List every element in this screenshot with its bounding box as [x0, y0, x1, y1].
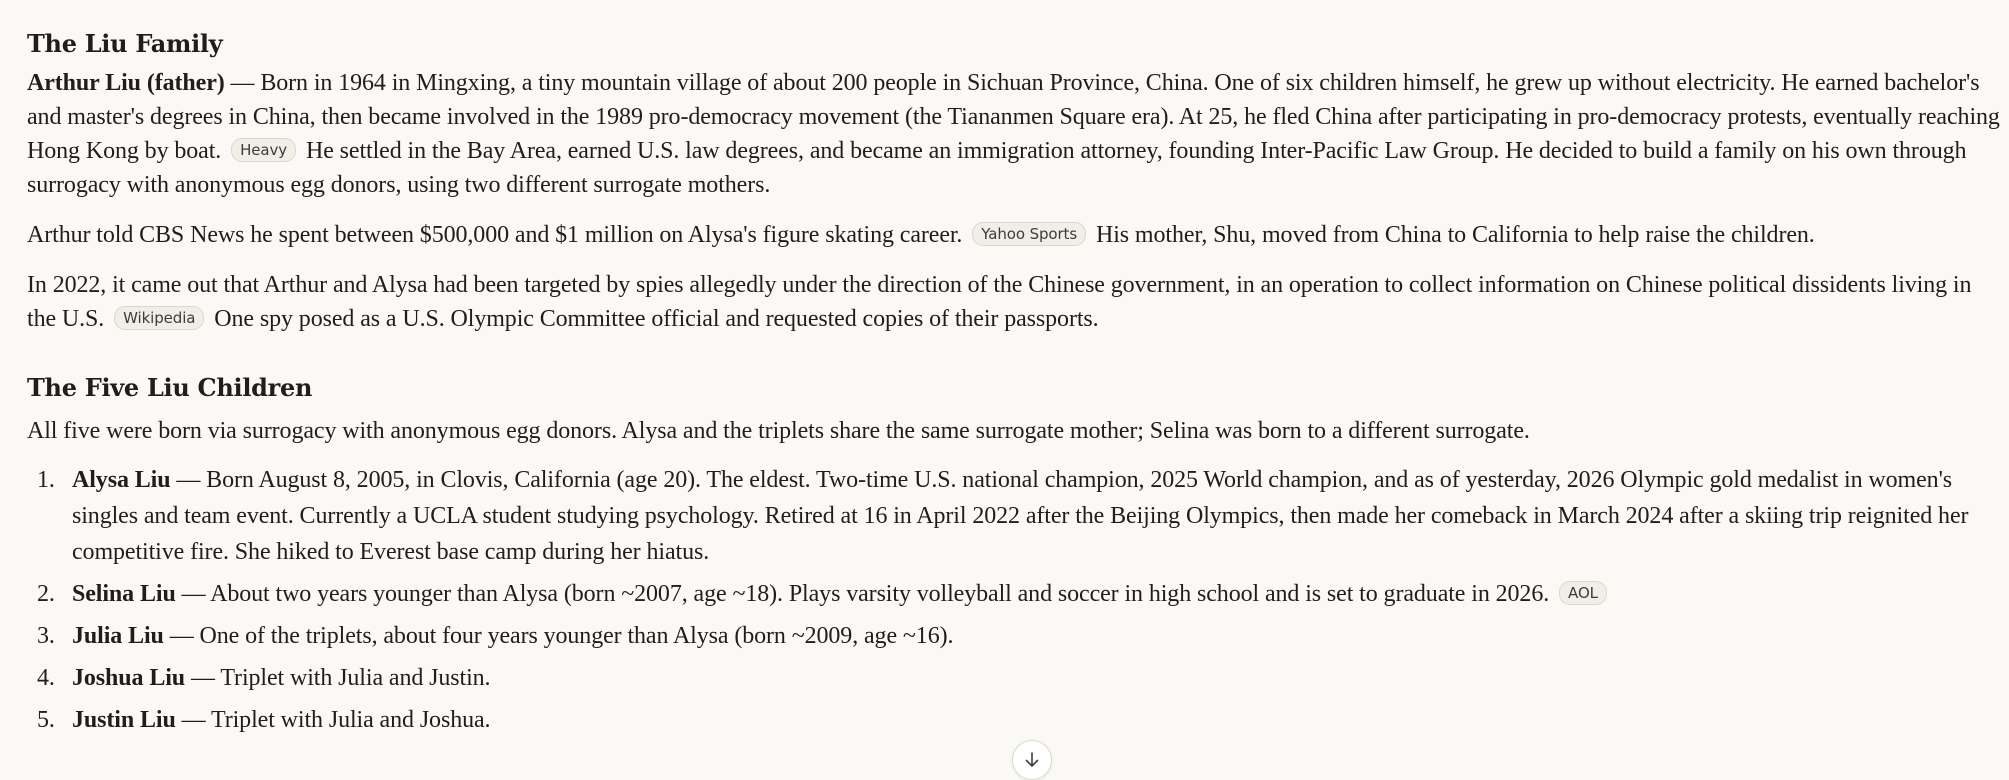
child-description: — About two years younger than Alysa (born ~2007, age ~18). Plays varsity volleyball and soccer in high school and is set to graduate in 2026. [175, 581, 1550, 607]
children-intro: All five were born via surrogacy with anonymous egg donors. Alysa and the triplets share the same surrogate mother; Selina was born to a different surrogate. [27, 418, 1530, 444]
child-name: Joshua Liu [72, 665, 186, 691]
list-item-julia [27, 618, 2002, 654]
child-description: — One of the triplets, about four years younger than Alysa (born ~2009, age ~16). [163, 623, 954, 649]
list-item-joshua [27, 660, 2002, 696]
list-number: 2. [37, 581, 55, 607]
source-chip-wikipedia[interactable]: Wikipedia [114, 306, 204, 330]
paragraph-cbs [27, 218, 2002, 252]
child-name: Julia Liu [72, 623, 164, 649]
cbs-text-2: His mother, Shu, moved from China to California to help raise the children. [1095, 222, 1815, 248]
message-content [27, 26, 2002, 744]
list-item-alysa [27, 462, 2002, 570]
source-chip-aol[interactable]: AOL [1559, 581, 1607, 605]
arthur-text-2: He settled in the Bay Area, earned U.S. law degrees, and became an immigration attorney, founding Inter-Pacific Law Group. He decided to build a family on his own through surrogacy with anonymous egg donors, using two different surrogate mothers. [27, 138, 1967, 198]
section-heading-children: The Five Liu Children [27, 373, 313, 402]
child-name: Alysa Liu [72, 467, 171, 493]
spies-text-1: In 2022, it came out that Arthur and Alysa had been targeted by spies allegedly under the direction of the Chinese government, in an operation to collect information on Chinese political dissidents living in the U.S. [27, 272, 1972, 332]
arthur-text-1: — Born in 1964 in Mingxing, a tiny mountain village of about 200 people in Sichuan Province, China. One of six children himself, he grew up without electricity. He earned bachelor's and master's degrees in China, then became involved in the 1989 pro-democracy movement (the Tiananmen Square era). At 25, he fled China after participating in pro-democracy protests, eventually reaching Hong Kong by boat. [27, 70, 2000, 164]
list-number: 3. [37, 623, 55, 649]
list-number: 5. [37, 707, 55, 733]
list-item-justin [27, 702, 2002, 738]
children-list [27, 462, 2002, 738]
source-chip-heavy[interactable]: Heavy [231, 138, 296, 162]
child-description: — Triplet with Julia and Justin. [185, 665, 491, 691]
list-number: 1. [37, 467, 55, 493]
child-description: — Born August 8, 2005, in Clovis, California (age 20). The eldest. Two-time U.S. national champion, 2025 World champion, and as of yesterday, 2026 Olympic gold medalist in women's singles and team event. Currently a UCLA student studying psychology. Retired at 16 in April 2022 after the Beijing Olympics, then made her comeback in March 2024 after a skiing trip reignited her competitive fire. She hiked to Everest base camp during her hiatus. [72, 467, 1969, 565]
list-number: 4. [37, 665, 55, 691]
child-description: — Triplet with Julia and Joshua. [175, 707, 491, 733]
source-chip-yahoo-sports[interactable]: Yahoo Sports [972, 222, 1086, 246]
list-item-selina [27, 576, 2002, 612]
cbs-text-1: Arthur told CBS News he spent between $500,000 and $1 million on Alysa's figure skating career. [27, 222, 963, 248]
paragraph-spies [27, 268, 2002, 336]
paragraph-arthur [27, 66, 2002, 202]
scroll-to-bottom-button[interactable] [1012, 740, 1052, 780]
arthur-name: Arthur Liu (father) [27, 70, 225, 96]
child-name: Selina Liu [72, 581, 176, 607]
section-heading-family: The Liu Family [27, 29, 223, 58]
child-name: Justin Liu [72, 707, 176, 733]
spies-text-2: One spy posed as a U.S. Olympic Committee official and requested copies of their passports. [214, 306, 1099, 332]
arrow-down-icon [1022, 750, 1042, 770]
